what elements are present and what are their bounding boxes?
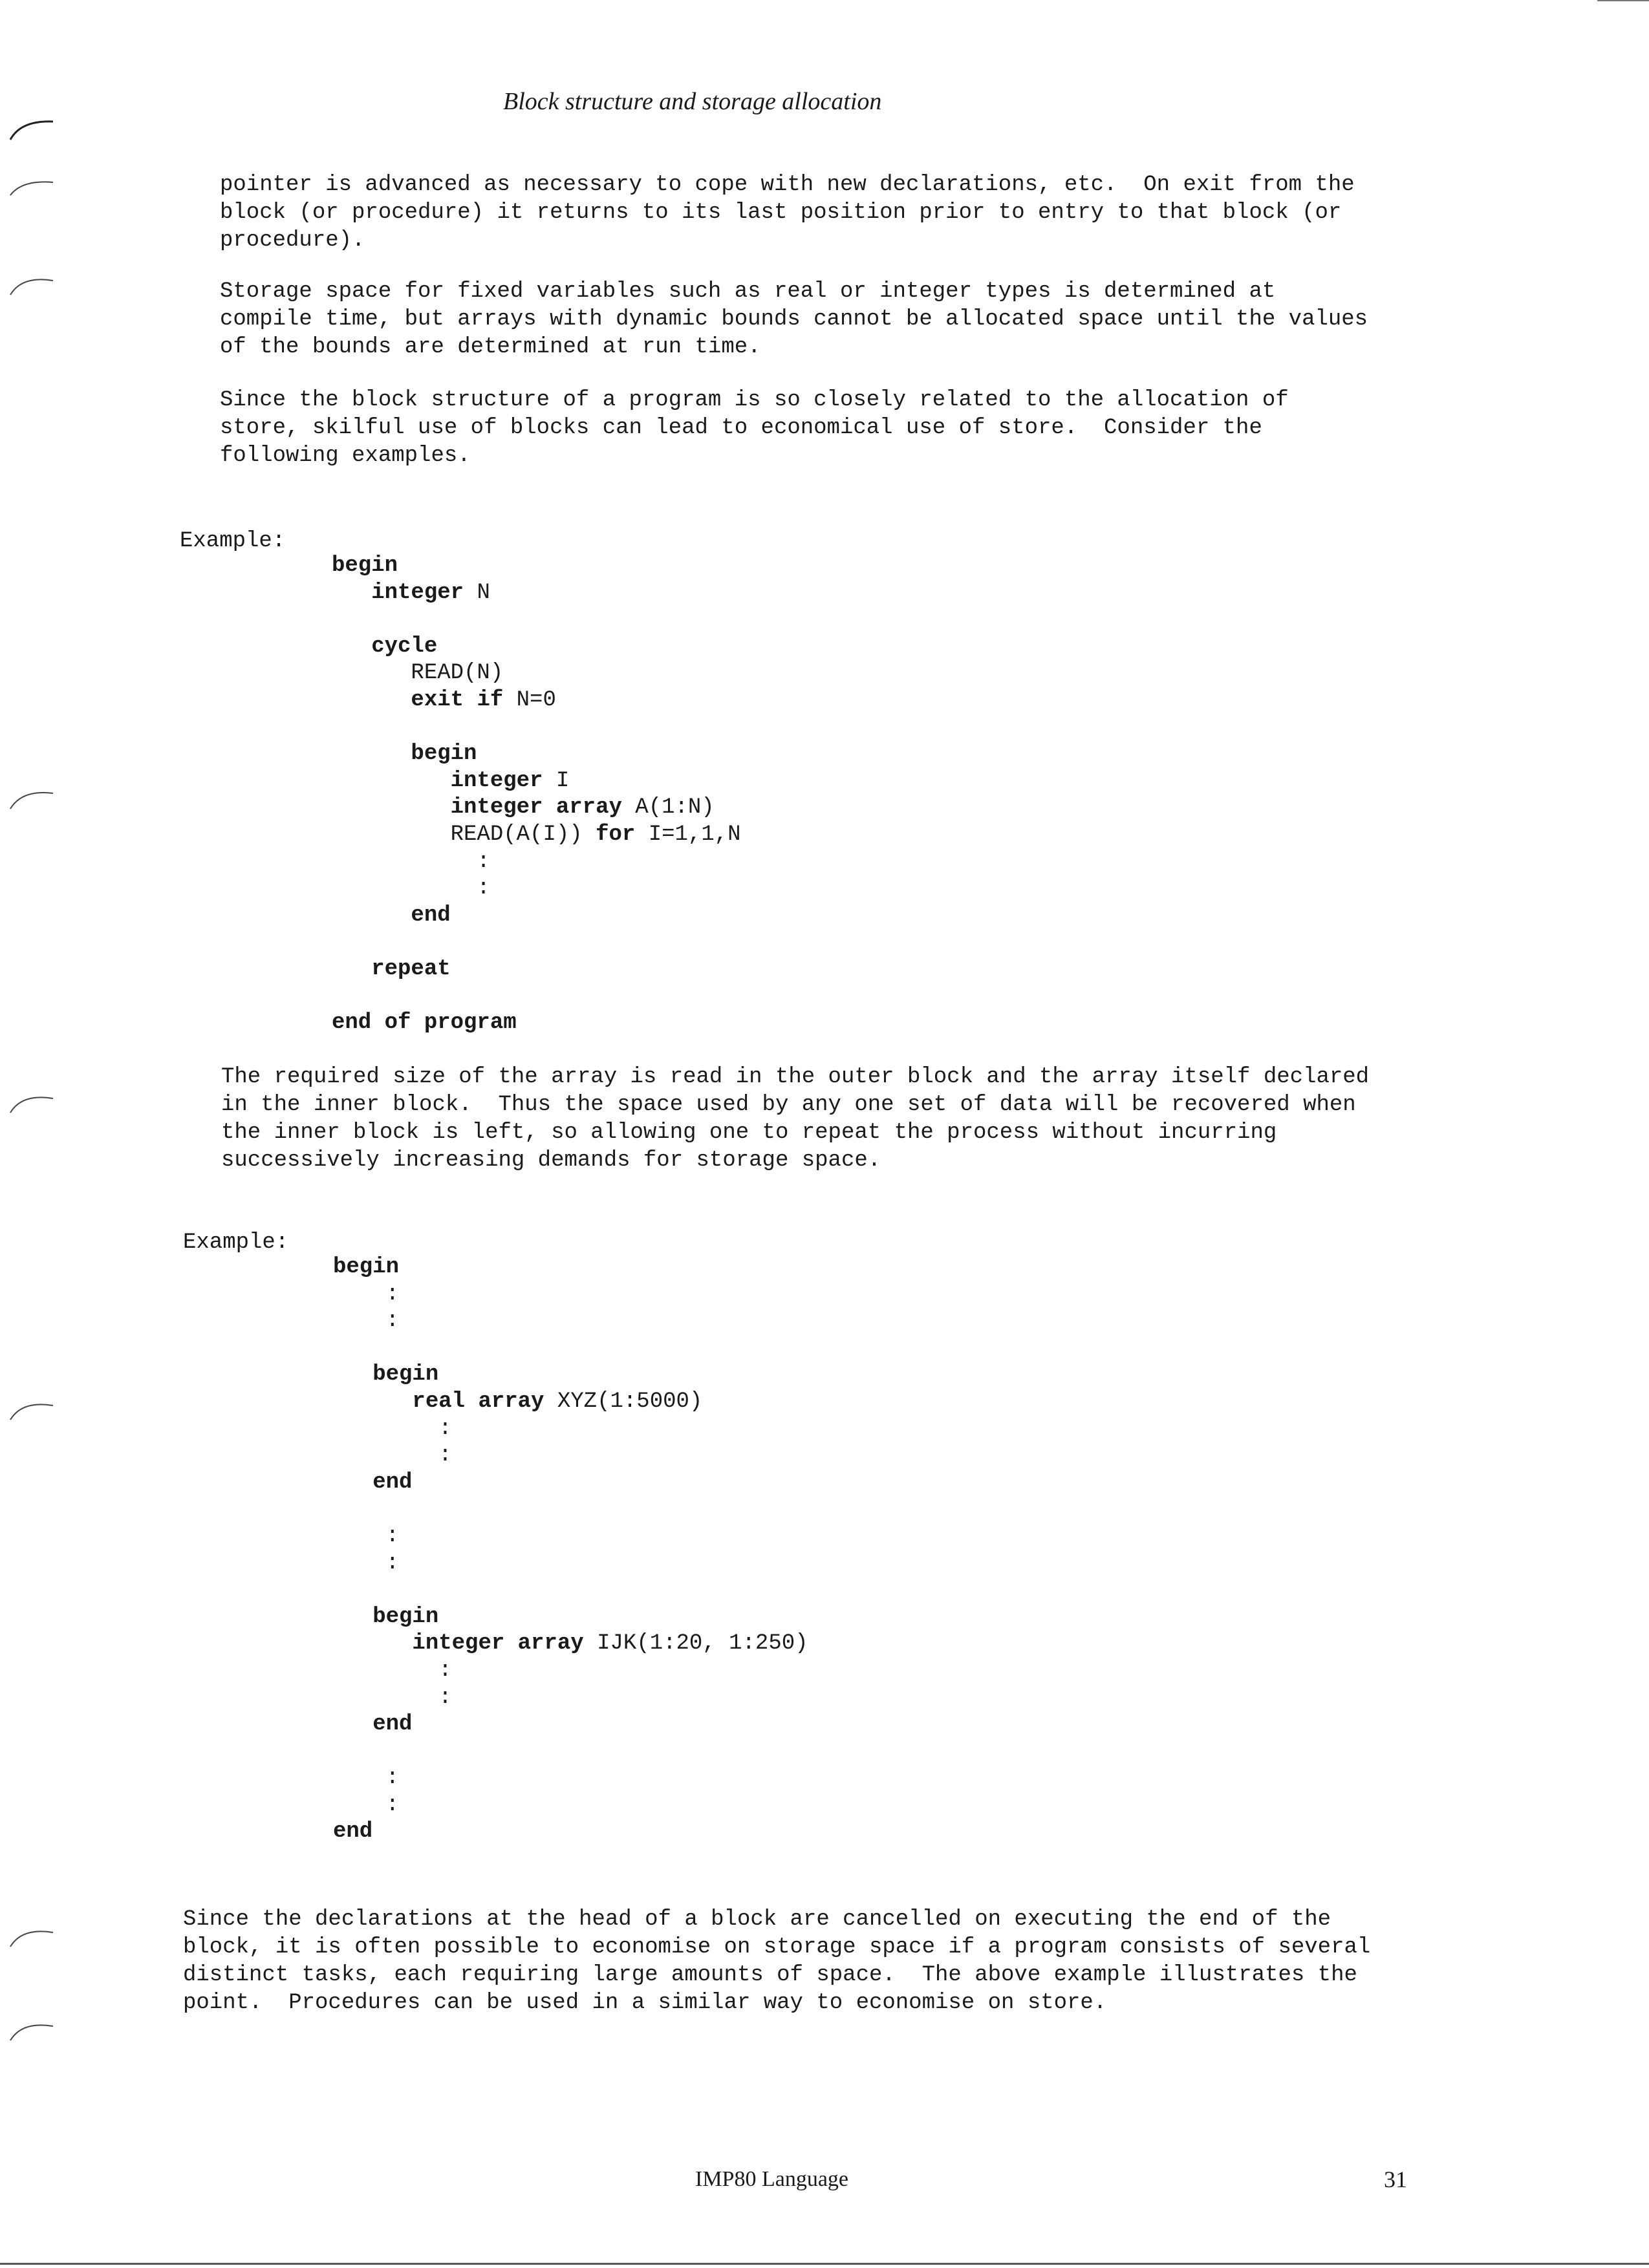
code-line [332,929,741,956]
running-head: Block structure and storage allocation [503,88,882,115]
code-line: repeat [371,956,451,981]
code-line: end [411,903,451,928]
code-line: integer N [371,580,490,605]
code-line: : [333,1685,452,1710]
code-line: end of program [332,1011,517,1036]
code-line: end [372,1470,413,1495]
text-line: Since the block structure of a program is so closely related to the allocation of [220,388,1289,412]
code-line: : [333,1658,452,1683]
text-line: Storage space for fixed variables such as real or integer types is determined at [220,279,1276,304]
code-line [332,714,741,742]
code-line: end [372,1712,413,1737]
margin-hole-mark [8,1396,59,1422]
code-line: begin [333,1255,400,1279]
text-line: in the inner block. Thus the space used by any one set of data will be recovered when [221,1093,1356,1117]
paragraph-block-structure [220,387,1289,470]
code-line [333,1577,808,1604]
paragraph-block-exit [220,171,1355,255]
code-line: : [332,876,490,901]
code-line: cycle [371,634,438,659]
text-line: The required size of the array is read in the outer block and the array itself declared [221,1065,1370,1089]
margin-hole-mark [8,2017,59,2043]
text-line: distinct tasks, each requiring large amounts of space. The above example illustrates the [183,1963,1357,1987]
code-line [333,1738,808,1766]
code-line: exit if N=0 [411,687,556,712]
paragraph-declarations-cancelled [183,1906,1370,2017]
code-line: READ(A(I)) for I=1,1,N [332,822,741,847]
margin-hole-mark [8,116,59,142]
text-line: following examples. [220,444,471,468]
code-line: real array XYZ(1:5000) [412,1389,703,1414]
code-example-2 [333,1254,808,1846]
margin-hole-mark [8,272,59,297]
code-line: end [333,1819,373,1845]
code-line [333,1335,808,1362]
margin-hole-mark [8,1923,59,1949]
paragraph-array-size [221,1064,1369,1175]
code-line: : [333,1766,400,1791]
page-number: 31 [1384,2166,1407,2192]
footer-title: IMP80 Language [695,2167,849,2191]
text-line: of the bounds are determined at run time. [220,335,761,359]
code-line: integer array IJK(1:20, 1:250) [412,1631,808,1656]
example-label: Example: [183,1230,289,1255]
code-line: : [333,1309,400,1334]
code-line: : [333,1523,400,1548]
text-line: the inner block is left, so allowing one to repeat the process without incurring [221,1120,1277,1145]
code-line [333,1496,808,1523]
top-edge-mark [1597,0,1649,1]
text-line: procedure). [220,228,365,253]
code-line: : [333,1281,400,1307]
code-line: begin [372,1362,439,1387]
margin-hole-mark [8,1089,59,1115]
code-line: : [333,1443,452,1468]
bottom-rule [0,2263,1649,2265]
code-line: integer array A(1:N) [450,795,715,820]
code-line: integer I [450,768,570,793]
text-line: block, it is often possible to economise on storage space if a program consists of several [183,1935,1371,1960]
text-line: point. Procedures can be used in a similar way to economise on store. [183,1991,1107,2015]
code-line: : [333,1416,452,1441]
text-line: compile time, but arrays with dynamic bounds cannot be allocated space until the values [220,307,1368,332]
text-line: pointer is advanced as necessary to cope with new declarations, etc. On exit from the [220,173,1355,197]
code-line: : [333,1550,400,1576]
paragraph-storage-space [220,278,1368,361]
code-line: : [332,849,490,874]
example-label: Example: [180,529,286,553]
code-line: begin [372,1604,439,1629]
code-line: : [333,1792,400,1817]
text-line: block (or procedure) it returns to its last position prior to entry to that block (or [220,200,1342,225]
text-line: store, skilful use of blocks can lead to economical use of store. Consider the [220,416,1262,440]
code-line: begin [332,553,398,578]
code-line: begin [411,742,477,767]
margin-hole-mark [8,786,59,811]
code-line [332,606,741,634]
code-line: READ(N) [332,661,504,686]
code-line [332,983,741,1011]
text-line: successively increasing demands for storage space. [221,1148,881,1173]
code-example-1 [332,553,741,1037]
text-line: Since the declarations at the head of a block are cancelled on executing the end of the [183,1907,1331,1932]
margin-hole-mark [8,175,59,200]
